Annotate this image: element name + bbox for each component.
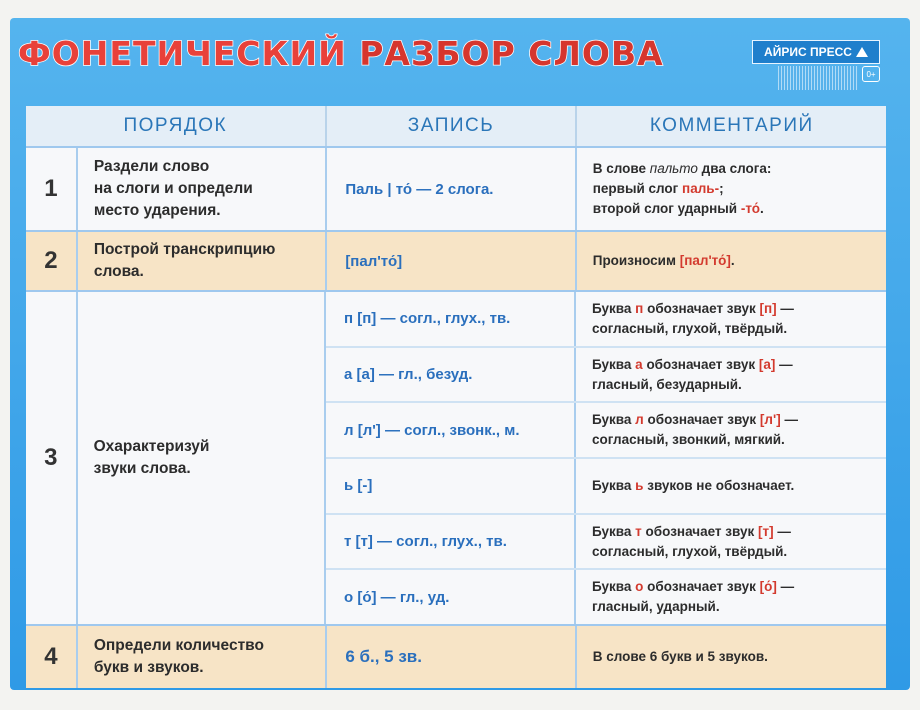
step-number: 2 bbox=[26, 232, 78, 290]
table-row bbox=[26, 624, 886, 688]
step-record: 6 б., 5 зв. bbox=[327, 626, 576, 688]
barcode bbox=[778, 66, 858, 90]
sound-record: о [о́] — гл., уд. bbox=[326, 570, 576, 624]
sound-record: ь [-] bbox=[326, 459, 576, 513]
step-instruction: Охарактеризуй звуки слова. bbox=[78, 292, 326, 624]
sound-row-t bbox=[326, 515, 886, 571]
step-number: 1 bbox=[26, 148, 78, 230]
sound-comment: Буква а обозначает звук [а] — гласный, безударный. bbox=[592, 356, 793, 392]
header-record: ЗАПИСЬ bbox=[327, 106, 578, 146]
step-number: 3 bbox=[26, 292, 78, 624]
sound-comment: Буква п обозначает звук [п] — согласный, глухой, твёрдый. bbox=[592, 300, 794, 336]
phonetic-table bbox=[26, 106, 886, 688]
publisher-name: АЙРИС ПРЕСС bbox=[764, 45, 852, 59]
table-header bbox=[26, 106, 886, 146]
table-row bbox=[26, 290, 886, 624]
triangle-icon bbox=[856, 47, 868, 57]
step-comment: В слове 6 букв и 5 звуков. bbox=[592, 649, 768, 664]
header-comment: КОММЕНТАРИЙ bbox=[649, 115, 814, 136]
sound-comment: Буква о обозначает звук [о́] — гласный, ударный. bbox=[592, 579, 795, 615]
title-part1: ФОНЕТИЧЕСКИЙ bbox=[18, 34, 347, 73]
sound-comment: Буква л обозначает звук [л'] — согласный, звонкий, мягкий. bbox=[592, 412, 798, 448]
publisher-logo bbox=[752, 40, 880, 64]
table-row bbox=[26, 230, 886, 290]
step-comment: Произносим [пал'то́]. bbox=[592, 253, 735, 268]
step-comment: В слове пальто два слога: первый слог паль-; второй слог ударный -то́. bbox=[592, 161, 772, 216]
step-record: Паль | то́ — 2 слога. bbox=[327, 148, 576, 230]
sound-record: а [а] — гл., безуд. bbox=[326, 348, 576, 402]
sound-row-soft-sign bbox=[326, 459, 886, 515]
age-rating-badge: 0+ bbox=[862, 66, 880, 82]
step-instruction: Построй транскрипцию слова. bbox=[78, 232, 327, 290]
header-order: ПОРЯДОК bbox=[26, 106, 327, 146]
sound-comment: Буква т обозначает звук [т] — согласный, глухой, твёрдый. bbox=[592, 523, 791, 559]
sound-row-a bbox=[326, 348, 886, 404]
page-title bbox=[18, 34, 664, 73]
sound-record: т [т] — согл., глух., тв. bbox=[326, 515, 576, 569]
table-row bbox=[26, 146, 886, 230]
sound-row-o bbox=[326, 570, 886, 624]
step-instruction: Раздели слово на слоги и определи место ударения. bbox=[78, 148, 327, 230]
step-instruction: Определи количество букв и звуков. bbox=[78, 626, 327, 688]
sound-row-p bbox=[326, 292, 886, 348]
sound-row-l bbox=[326, 403, 886, 459]
title-part2: РАЗБОР СЛОВА bbox=[359, 34, 664, 73]
sound-list bbox=[326, 292, 886, 624]
step-number: 4 bbox=[26, 626, 78, 688]
step-record: [пал'то́] bbox=[327, 232, 576, 290]
sound-comment: Буква ь звуков не обозначает. bbox=[592, 477, 795, 493]
sound-record: п [п] — согл., глух., тв. bbox=[326, 292, 576, 346]
sound-record: л [л'] — согл., звонк., м. bbox=[326, 403, 576, 457]
